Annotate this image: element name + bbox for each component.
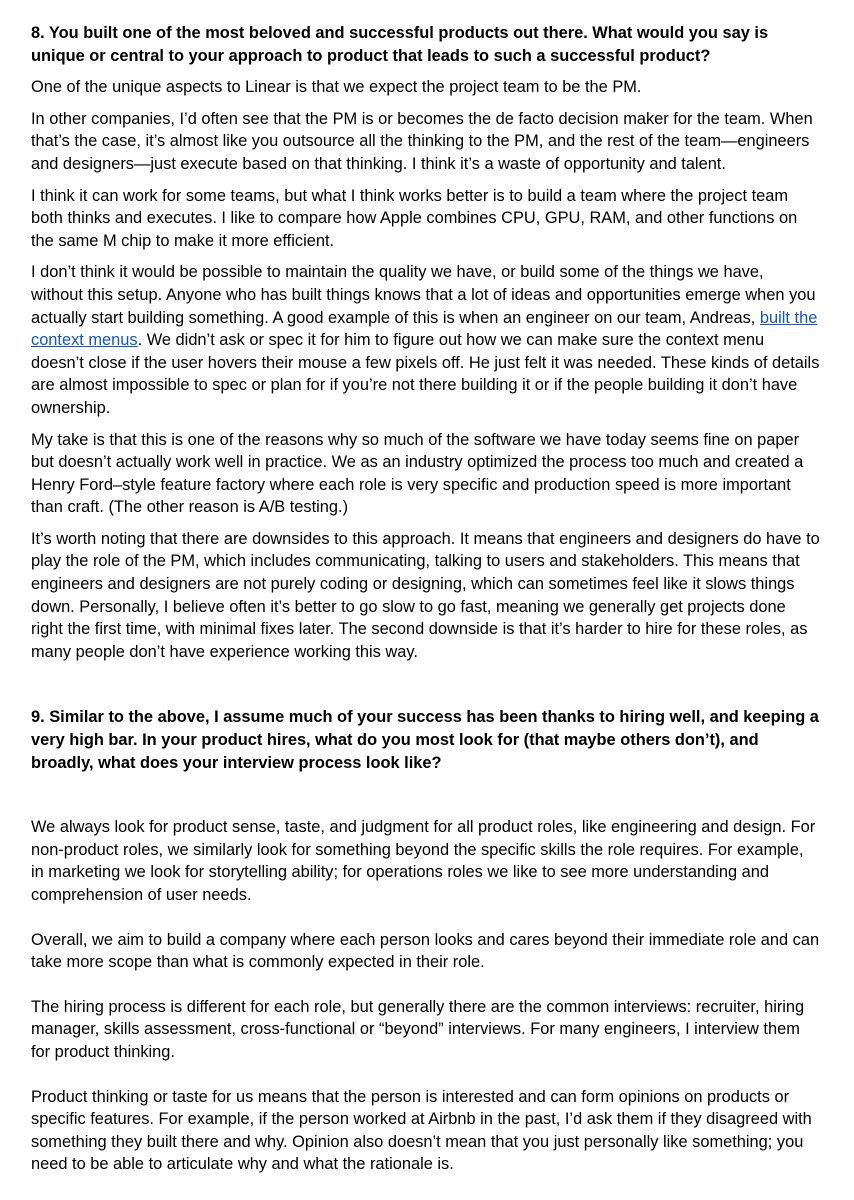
answer-9-paragraph-4: Product thinking or taste for us means that the person is interested and can form opinions on products or specific features. For example, if the person worked at Airbnb in the past, I’d ask them if they disagreed with something they built there and why. Opinion also doesn’t mean that you just personally like something; you need to be able to articulate why and what the rationale is. — [31, 1087, 812, 1174]
answer-8-paragraph-1: One of the unique aspects to Linear is that we expect the project team to be the PM. — [31, 78, 642, 97]
answer-8-paragraph-6: It’s worth noting that there are downsides to this approach. It means that engineers and designers do have to play the role of the PM, which includes communicating, talking to users and stakeholders. This means that engineers and designers are not purely coding or designing, which can sometimes feel like it slows things down. Personally, I believe often it’s better to go slow to go fast, meaning we generally get projects done right the first time, with minimal fixes later. The second downside is that it’s harder to hire for these roles, as many people don’t have experience working this way. — [31, 529, 820, 661]
context-menus-link[interactable]: built the context menus — [31, 308, 818, 350]
answer-8-paragraph-4-text-before: I don’t think it would be possible to maintain the quality we have, or build some of the things we have, without this setup. Anyone who has built things knows that a lot of ideas and opportunities emerge when you actually start building something. A good example of this is when an engineer on our team, Andreas, — [31, 263, 816, 327]
section-9 — [31, 706, 820, 1176]
section-8 — [31, 22, 820, 663]
answer-8-paragraph-4 — [31, 261, 820, 419]
question-9-heading: 9. Similar to the above, I assume much of your success has been thanks to hiring well, and keeping a very high bar. In your product hires, what do you most look for (that maybe others don’t), and broadly, what does your interview process look like? — [31, 708, 819, 772]
answer-9-paragraph-2: Overall, we aim to build a company where each person looks and cares beyond their immediate role and can take more scope than what is commonly expected in their role. — [31, 930, 820, 972]
answer-9-paragraph-3: The hiring process is different for each role, but generally there are the common interviews: recruiter, hiring manager, skills assessment, cross-functional or “beyond” interviews. For many engineers, I interview them for product thinking. — [31, 997, 805, 1061]
answer-8-paragraph-4-text-after: . We didn’t ask or spec it for him to figure out how we can make sure the context menu doesn’t close if the user hovers their mouse a few pixels off. He just felt it was needed. These kinds of details are almost impossible to spec or plan for if you’re not there building it or if the people building it don’t have ownership. — [31, 331, 820, 417]
answer-8-paragraph-5: My take is that this is one of the reasons why so much of the software we have today seems fine on paper but doesn’t actually work well in practice. We as an industry optimized the process too much and created a Henry Ford–style feature factory where each role is very specific and production speed is more important than craft. (The other reason is A/B testing.) — [31, 430, 804, 517]
answer-9-paragraph-1: We always look for product sense, taste, and judgment for all product roles, like engineering and design. For non-product roles, we similarly look for something beyond the specific skills the role requires. For example, in marketing we look for storytelling ability; for operations roles we like to see more understanding and comprehension of user needs. — [31, 818, 816, 904]
answer-8-paragraph-3: I think it can work for some teams, but what I think works better is to build a team where the project team both thinks and executes. I like to compare how Apple combines CPU, GPU, RAM, and other functions on the same M chip to make it more efficient. — [31, 186, 798, 250]
question-8-heading: 8. You built one of the most beloved and successful products out there. What would you say is unique or central to your approach to product that leads to such a successful product? — [31, 24, 769, 65]
answer-8-paragraph-2: In other companies, I’d often see that the PM is or becomes the de facto decision maker for the team. When that’s the case, it’s almost like you outsource all the thinking to the PM, and the rest of the team—engineers and designers—just execute based on that thinking. I think it’s a waste of opportunity and talent. — [31, 109, 813, 173]
